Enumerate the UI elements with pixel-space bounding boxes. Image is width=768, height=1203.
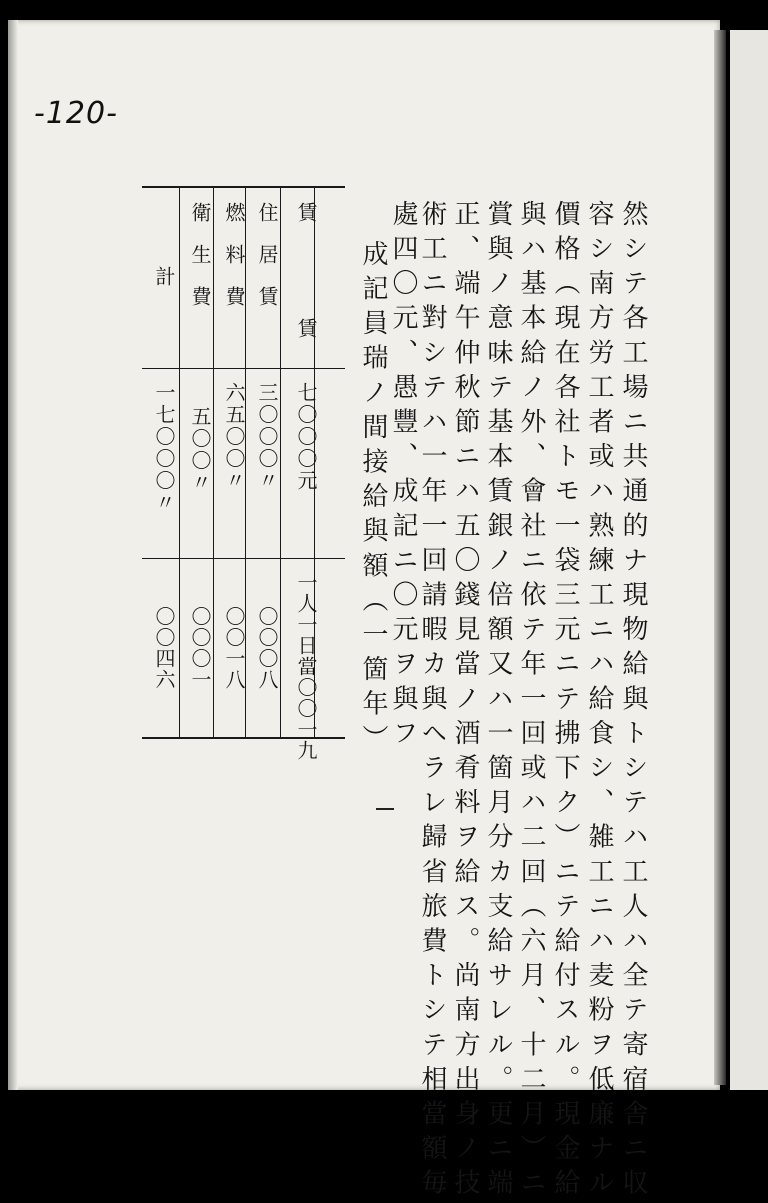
- table-row-label: 賃 賃: [294, 202, 318, 347]
- table-row-label: 燃料費: [222, 202, 246, 328]
- page-binding-edge: [714, 30, 726, 1085]
- table-caption: 成記員瑞ノ間接給與額（一箇年）: [358, 240, 388, 759]
- page-shadow-left: [8, 20, 18, 1090]
- separator-dash: [376, 808, 394, 810]
- table-row-value: 三〇〇〇〃: [255, 382, 279, 492]
- table-row-value: 六五〇〇〃: [222, 382, 246, 492]
- table-row-rate: 〇〇一八: [222, 606, 246, 690]
- text-column-3: 價格（現在各社トモ一袋三元ニテ拂下ク）ニテ給付スル。現金給: [550, 200, 580, 1203]
- text-column-5: 賞與ノ意味テ基本賃銀ノ倍額又ハ一箇月分カ支給サレル。更ニ端: [483, 200, 513, 1203]
- table-row-value: 七〇〇〇元: [294, 382, 318, 492]
- text-column-4: 與ハ基本給ノ外、會社ニ依テ年一回或ハ二回（六月、十二月）ニ: [516, 200, 546, 1203]
- text-column-2: 容シ南方労工者或ハ熟練工ニハ給食シ、雑工ニハ麦粉ヲ低廉ナル: [584, 200, 614, 1203]
- text-column-6: 正、端午仲秋節ニハ五〇錢見當ノ酒肴料ヲ給ス。尚南方出身ノ技: [450, 200, 480, 1203]
- text-column-8: 處四〇元、愚豐、成記ニ〇元ヲ與フ: [388, 200, 418, 754]
- table-total-rate: 〇〇四六: [152, 606, 176, 690]
- text-column-7: 術工ニ對シテハ一年一回請暇カ與ヘラレ歸省旅費トシテ相當額毎: [417, 200, 447, 1203]
- table-row-value: 五〇〇〃: [188, 406, 212, 494]
- table-total-value: 一七〇〇〇〃: [152, 382, 176, 514]
- page-number: -120-: [34, 96, 118, 131]
- table-row-rate: 〇〇〇一: [188, 606, 212, 690]
- adjacent-page: [730, 30, 768, 1090]
- table-row-label: 衛生費: [188, 202, 212, 328]
- table-column-divider: [179, 186, 180, 739]
- table-row-rate: 一人一日當〇〇一九: [294, 572, 318, 761]
- cost-table: [142, 186, 345, 761]
- table-row-label: 住居賃: [255, 202, 279, 328]
- table-total-label: 計: [152, 266, 176, 286]
- table-row-rate: 〇〇〇八: [255, 606, 279, 690]
- text-column-1: 然シテ各工場ニ共通的ナ現物給與トシテハ工人ハ全テ寄宿舎ニ収: [618, 200, 648, 1203]
